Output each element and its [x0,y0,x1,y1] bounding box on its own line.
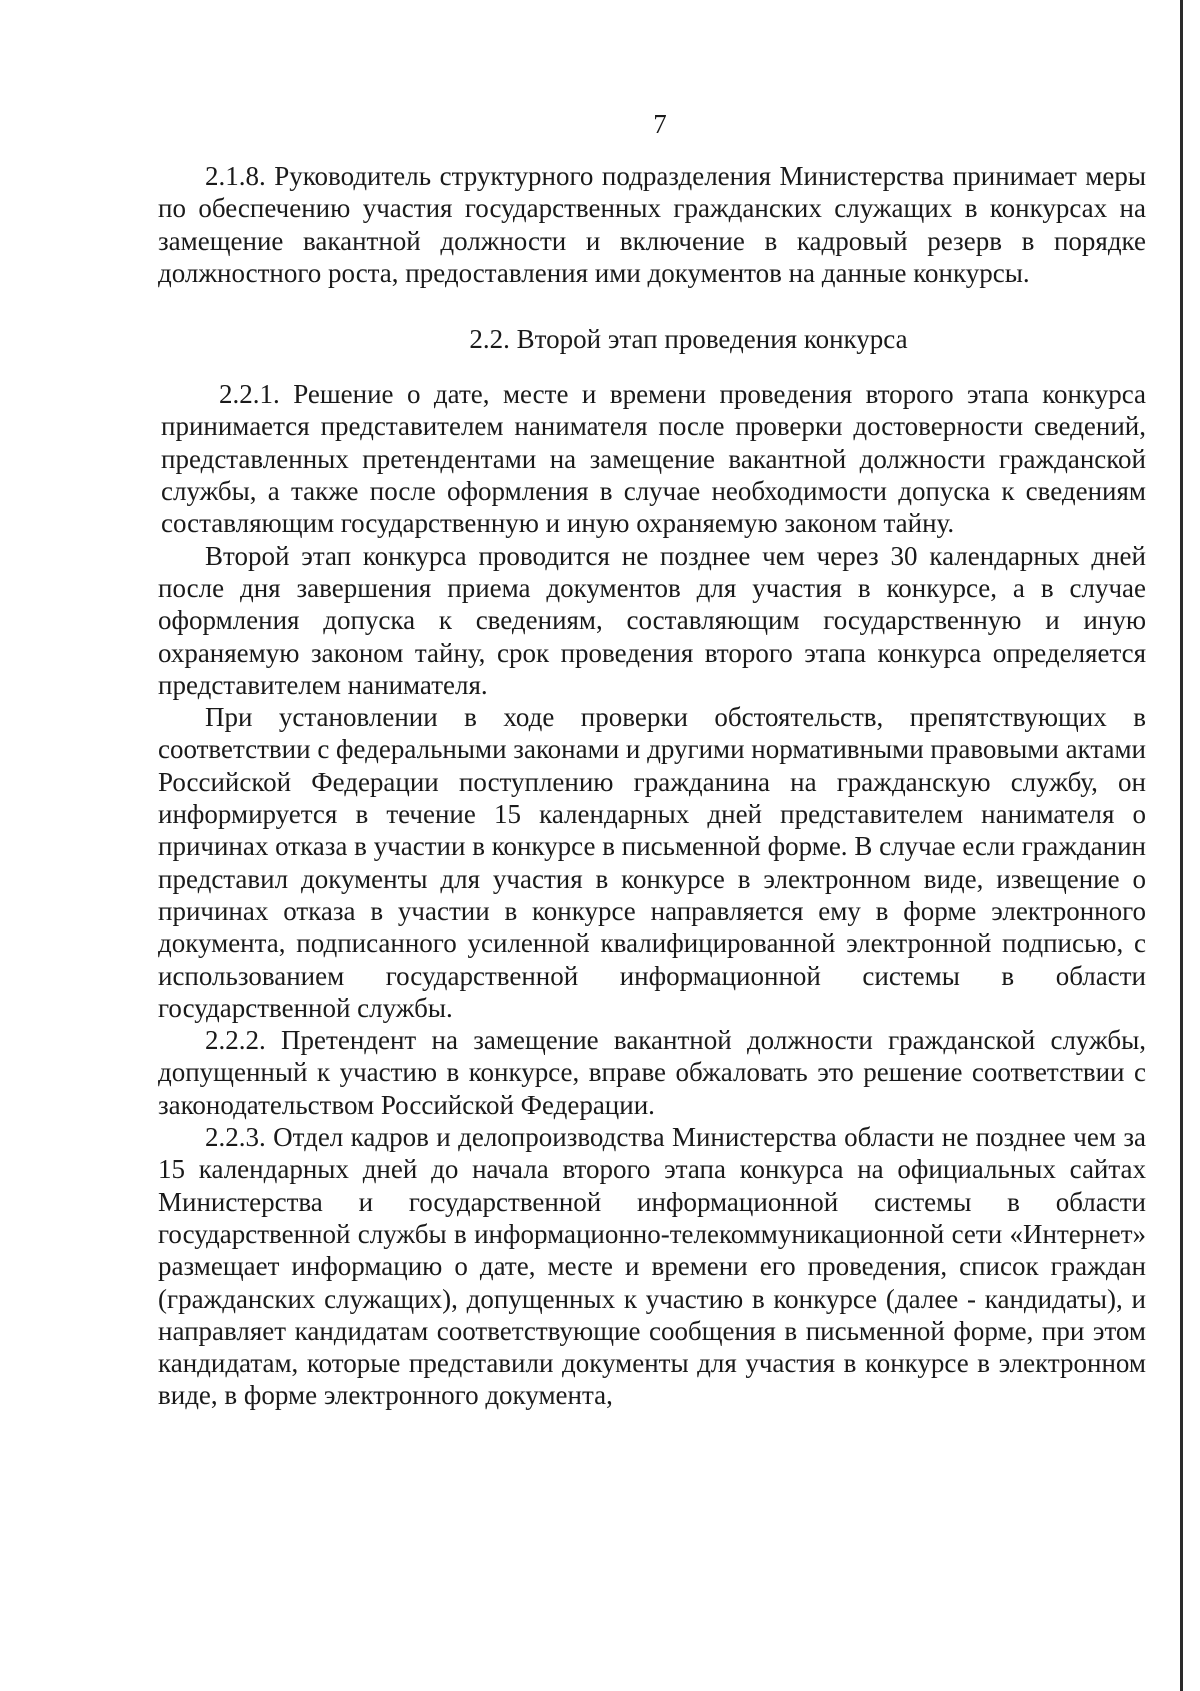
section-heading-2-2: 2.2. Второй этап проведения конкурса [469,324,908,355]
page-number: 7 [653,109,667,139]
paragraph-second-stage-timing: Второй этап конкурса проводится не позднее чем через 30 календарных дней после дня завершения приема документов для участия в конкурсе, а в случае оформления допуска к сведениям, составляющим государственную и иную охраняемую законом тайну, срок проведения второго этапа конкурса определяется представителем нанимателя. [158,540,1146,700]
paragraph-2-2-1: 2.2.1. Решение о дате, месте и времени проведения второго этапа конкурса принимается представителем нанимателя после проверки достоверности сведений, представленных претендентами на замещение вакантной должности гражданской службы, а также после оформления в случае необходимости допуска к сведениям составляющим государственную и иную охраняемую законом тайну. [161,379,1146,539]
paragraph-2-1-8: 2.1.8. Руководитель структурного подразделения Министерства принимает меры по обеспечению участия государственных гражданских служащих в конкурсах на замещение вакантной должности и включение в кадровый резерв в порядке должностного роста, предоставления ими документов на данные конкурсы. [158,161,1146,288]
paragraph-2-2-2: 2.2.2. Претендент на замещение вакантной должности гражданской службы, допущенный к участию в конкурсе, вправе обжаловать это решение соответствии с законодательством Российской Федерации. [158,1025,1146,1120]
scan-edge-line [1180,0,1183,1691]
paragraph-refusal-circumstances: При установлении в ходе проверки обстоятельств, препятствующих в соответствии с федеральными законами и другими нормативными правовыми актами Российской Федерации поступлению гражданина на гражданскую службу, он информируется в течение 15 календарных дней представителем нанимателя о причинах отказа в участии в конкурсе в письменной форме. В случае если гражданин представил документы для участия в конкурсе в электронном виде, извещение о причинах отказа в участии в конкурсе направляется ему в форме электронного документа, подписанного усиленной квалифицированной электронной подписью, с использованием государственной информационной системы в области государственной службы. [158,702,1146,1023]
document-body [158,160,1146,1412]
paragraph-2-2-3: 2.2.3. Отдел кадров и делопроизводства Министерства области не позднее чем за 15 календарных дней до начала второго этапа конкурса на официальных сайтах Министерства и государственной информационной системы в области государственной службы в информационно-телекоммуникационной сети «Интернет» размещает информацию о дате, месте и времени его проведения, список граждан (гражданских служащих), допущенных к участию в конкурсе (далее - кандидаты), и направляет кандидатам соответствующие сообщения в письменной форме, при этом кандидатам, которые представили документы для участия в конкурсе в электронном виде, в форме электронного документа, [158,1122,1146,1411]
